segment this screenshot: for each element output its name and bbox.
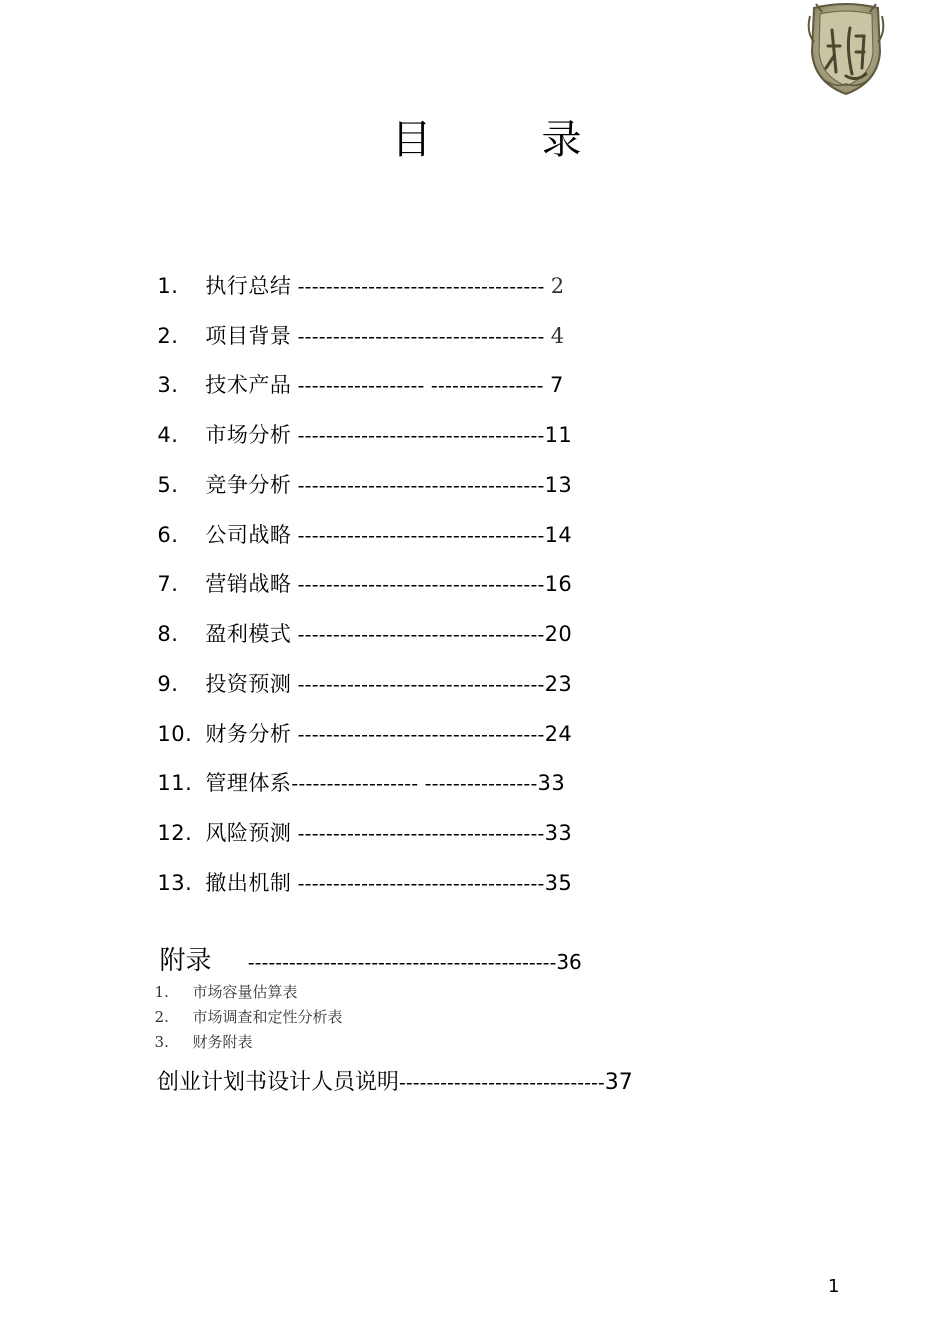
title-char-2: 录 bbox=[541, 117, 584, 163]
toc-label: 执行总结 bbox=[205, 274, 292, 298]
toc-entry[interactable] bbox=[143, 743, 565, 797]
crest-logo-icon bbox=[806, 2, 886, 96]
toc-entry[interactable] bbox=[143, 544, 572, 598]
toc-number: 5. bbox=[157, 473, 179, 497]
toc-page: 2 bbox=[550, 274, 565, 298]
toc-label: 投资预测 bbox=[205, 672, 292, 696]
toc-number: 3. bbox=[157, 373, 179, 397]
toc-entry[interactable] bbox=[143, 495, 572, 549]
toc-leader: ----------------------------------- bbox=[291, 475, 545, 497]
toc-entry[interactable] bbox=[143, 345, 564, 399]
appendix-item-label: 财务附表 bbox=[192, 1033, 253, 1051]
toc-entry[interactable] bbox=[143, 694, 572, 748]
toc-page: 4 bbox=[550, 324, 565, 348]
page-number: 1 bbox=[828, 1276, 840, 1297]
toc-page: 24 bbox=[544, 722, 573, 746]
toc-entry[interactable] bbox=[143, 644, 572, 698]
toc-leader: ----------------------------------- bbox=[291, 873, 545, 895]
toc-label: 管理体系 bbox=[205, 771, 292, 795]
toc-number: 13. bbox=[157, 871, 193, 895]
toc-number: 4. bbox=[157, 423, 179, 447]
toc-page: 14 bbox=[544, 523, 573, 547]
staff-label: 创业计划书设计人员说明 bbox=[157, 1070, 400, 1095]
toc-label: 撤出机制 bbox=[205, 871, 292, 895]
toc-entry[interactable] bbox=[143, 246, 565, 300]
toc-entry[interactable] bbox=[143, 395, 572, 449]
toc-page: 23 bbox=[544, 672, 573, 696]
staff-entry[interactable] bbox=[143, 1040, 633, 1096]
toc-entry[interactable] bbox=[143, 594, 572, 648]
toc-leader: ----------------------------------- bbox=[291, 823, 545, 845]
appendix-item-number: 3. bbox=[154, 1033, 169, 1051]
appendix-item-number: 2. bbox=[154, 1008, 169, 1026]
title-char-1: 目 bbox=[391, 117, 434, 163]
toc-leader: ----------------------------------- bbox=[291, 326, 551, 348]
toc-entry[interactable] bbox=[143, 296, 565, 350]
toc-page: 7 bbox=[549, 373, 564, 397]
toc-entry[interactable] bbox=[143, 793, 572, 847]
toc-label: 风险预测 bbox=[205, 821, 292, 845]
toc-leader: ------------------ ---------------- bbox=[291, 375, 550, 397]
toc-number: 1. bbox=[157, 274, 179, 298]
toc-page: 11 bbox=[544, 423, 573, 447]
toc-label: 财务分析 bbox=[205, 722, 292, 746]
appendix-item-label: 市场容量估算表 bbox=[192, 983, 298, 1001]
toc-label: 公司战略 bbox=[205, 523, 292, 547]
toc-leader: ----------------------------------- bbox=[291, 624, 545, 646]
toc-leader: ----------------------------------- bbox=[291, 574, 545, 596]
toc-number: 6. bbox=[157, 523, 179, 547]
toc-label: 盈利模式 bbox=[205, 622, 292, 646]
appendix-label: 附录 bbox=[159, 946, 212, 976]
appendix-item-number: 1. bbox=[154, 983, 169, 1001]
toc-number: 9. bbox=[157, 672, 179, 696]
toc-number: 11. bbox=[157, 771, 193, 795]
toc-label: 项目背景 bbox=[205, 324, 292, 348]
toc-number: 8. bbox=[157, 622, 179, 646]
toc-leader: ----------------------------------- bbox=[291, 724, 545, 746]
page-title bbox=[0, 108, 950, 165]
toc-leader: ----------------------------------- bbox=[291, 525, 545, 547]
toc-entry[interactable] bbox=[143, 843, 572, 897]
toc-label: 营销战略 bbox=[205, 572, 292, 596]
toc-number: 10. bbox=[157, 722, 193, 746]
appendix-leader: --------------------------------------------- bbox=[211, 952, 557, 974]
toc-page: 20 bbox=[544, 622, 573, 646]
toc-label: 技术产品 bbox=[205, 373, 292, 397]
toc-page: 33 bbox=[544, 821, 573, 845]
staff-leader: ------------------------------ bbox=[399, 1072, 605, 1094]
appendix-page: 36 bbox=[556, 950, 582, 974]
toc-number: 2. bbox=[157, 324, 179, 348]
toc-label: 竞争分析 bbox=[205, 473, 292, 497]
toc-leader: ----------------------------------- bbox=[291, 276, 551, 298]
toc-entry[interactable] bbox=[143, 445, 572, 499]
toc-page: 13 bbox=[544, 473, 573, 497]
toc-leader: ----------------------------------- bbox=[291, 425, 545, 447]
toc-leader: ----------------------------------- bbox=[291, 674, 545, 696]
toc-number: 7. bbox=[157, 572, 179, 596]
appendix-item-label: 市场调查和定性分析表 bbox=[192, 1008, 343, 1026]
toc-label: 市场分析 bbox=[205, 423, 292, 447]
toc-page: 16 bbox=[544, 572, 573, 596]
toc-leader: ------------------ ---------------- bbox=[291, 773, 538, 795]
toc-number: 12. bbox=[157, 821, 193, 845]
toc-page: 35 bbox=[544, 871, 573, 895]
toc-page: 33 bbox=[537, 771, 566, 795]
staff-page: 37 bbox=[604, 1070, 633, 1095]
